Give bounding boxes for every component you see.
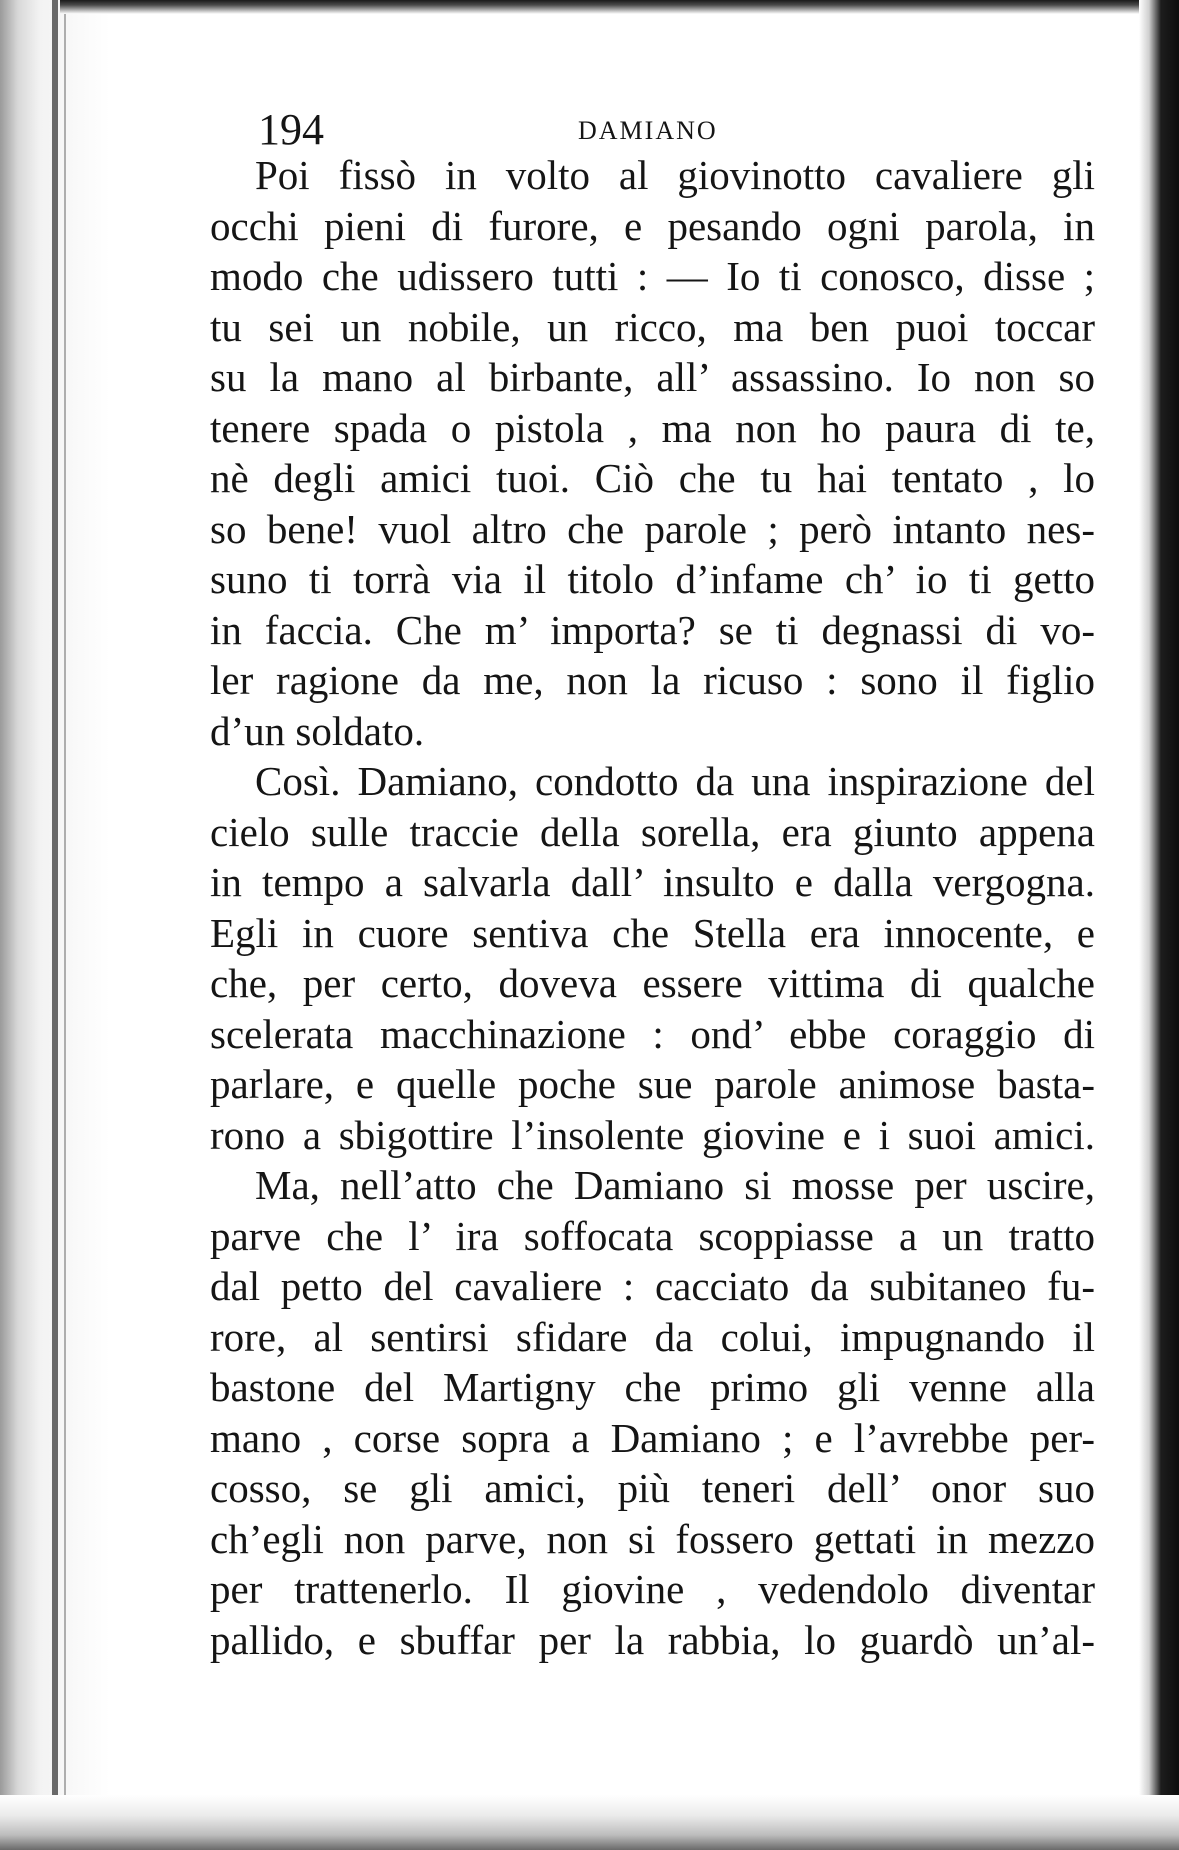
text-line: suno ti torrà via il titolo d’infame ch’ io ti getto [210, 556, 1095, 602]
text-line: parlare, e quelle poche sue parole animose basta- [210, 1061, 1095, 1107]
text-line: parve che l’ ira soffocata scoppiasse a un tratto [210, 1212, 1095, 1259]
text-line: che, per certo, doveva essere vittima di qualche [210, 960, 1095, 1006]
text-line: scelerata macchinazione : ond’ ebbe coraggio di [210, 1010, 1095, 1057]
text-line: tenere spada o pistola , ma non ho paura di te, [210, 404, 1095, 451]
text-line: nè degli amici tuoi. Ciò che tu hai tentato , lo [210, 455, 1095, 501]
text-line: mano , corse sopra a Damiano ; e l’avrebbe per- [210, 1414, 1095, 1461]
binding-shadow-thin [64, 0, 66, 1850]
body-text [210, 150, 1095, 1665]
running-title: DAMIANO [578, 116, 718, 145]
page-number: 194 [258, 105, 324, 154]
text-line: tu sei un nobile, un ricco, ma ben puoi toccar [210, 303, 1095, 350]
page-top-edge [60, 0, 1140, 14]
text-line: rono a sbigottire l’insolente giovine e i suoi amici. [210, 1111, 1095, 1158]
text-line: cielo sulle traccie della sorella, era giunto appena [210, 808, 1095, 855]
text-line: so bene! vuol altro che parole ; però intanto nes- [210, 505, 1095, 552]
binding-shadow [52, 0, 58, 1850]
text-line: ch’egli non parve, non si fossero gettati in mezzo [210, 1515, 1095, 1562]
text-line: ler ragione da me, non la ricuso : sono il figlio [210, 657, 1095, 703]
text-line: su la mano al birbante, all’ assassino. Io non so [210, 354, 1095, 400]
text-line: occhi pieni di furore, e pesando ogni parola, in [210, 202, 1095, 249]
text-line: d’un soldato. [210, 707, 425, 754]
text-line: modo che udissero tutti : — Io ti conosco, disse ; [210, 253, 1095, 299]
text-line: Così. Damiano, condotto da una inspirazione del [255, 758, 1095, 804]
text-line: in faccia. Che m’ importa? se ti degnassi di vo- [210, 606, 1095, 653]
text-line: rore, al sentirsi sfidare da colui, impugnando il [210, 1313, 1095, 1360]
text-line: Poi fissò in volto al giovinotto cavaliere gli [255, 152, 1095, 198]
text-line: bastone del Martigny che primo gli venne alla [210, 1364, 1095, 1410]
text-line: cosso, se gli amici, più teneri dell’ onor suo [210, 1465, 1095, 1511]
text-line: per trattenerlo. Il giovine , vedendolo diventar [210, 1566, 1095, 1612]
text-line: in tempo a salvarla dall’ insulto e dalla vergogna. [210, 859, 1095, 905]
text-line: Ma, nell’atto che Damiano si mosse per uscire, [255, 1162, 1095, 1208]
text-line: pallido, e sbuffar per la rabbia, lo guardò un’al- [210, 1616, 1095, 1663]
page-right-edge [1139, 0, 1179, 1850]
text-line: dal petto del cavaliere : cacciato da subitaneo fu- [210, 1263, 1095, 1309]
text-line: Egli in cuore sentiva che Stella era innocente, e [210, 909, 1095, 956]
page-left-edge [0, 0, 110, 1850]
page-bottom-edge [0, 1795, 1179, 1850]
